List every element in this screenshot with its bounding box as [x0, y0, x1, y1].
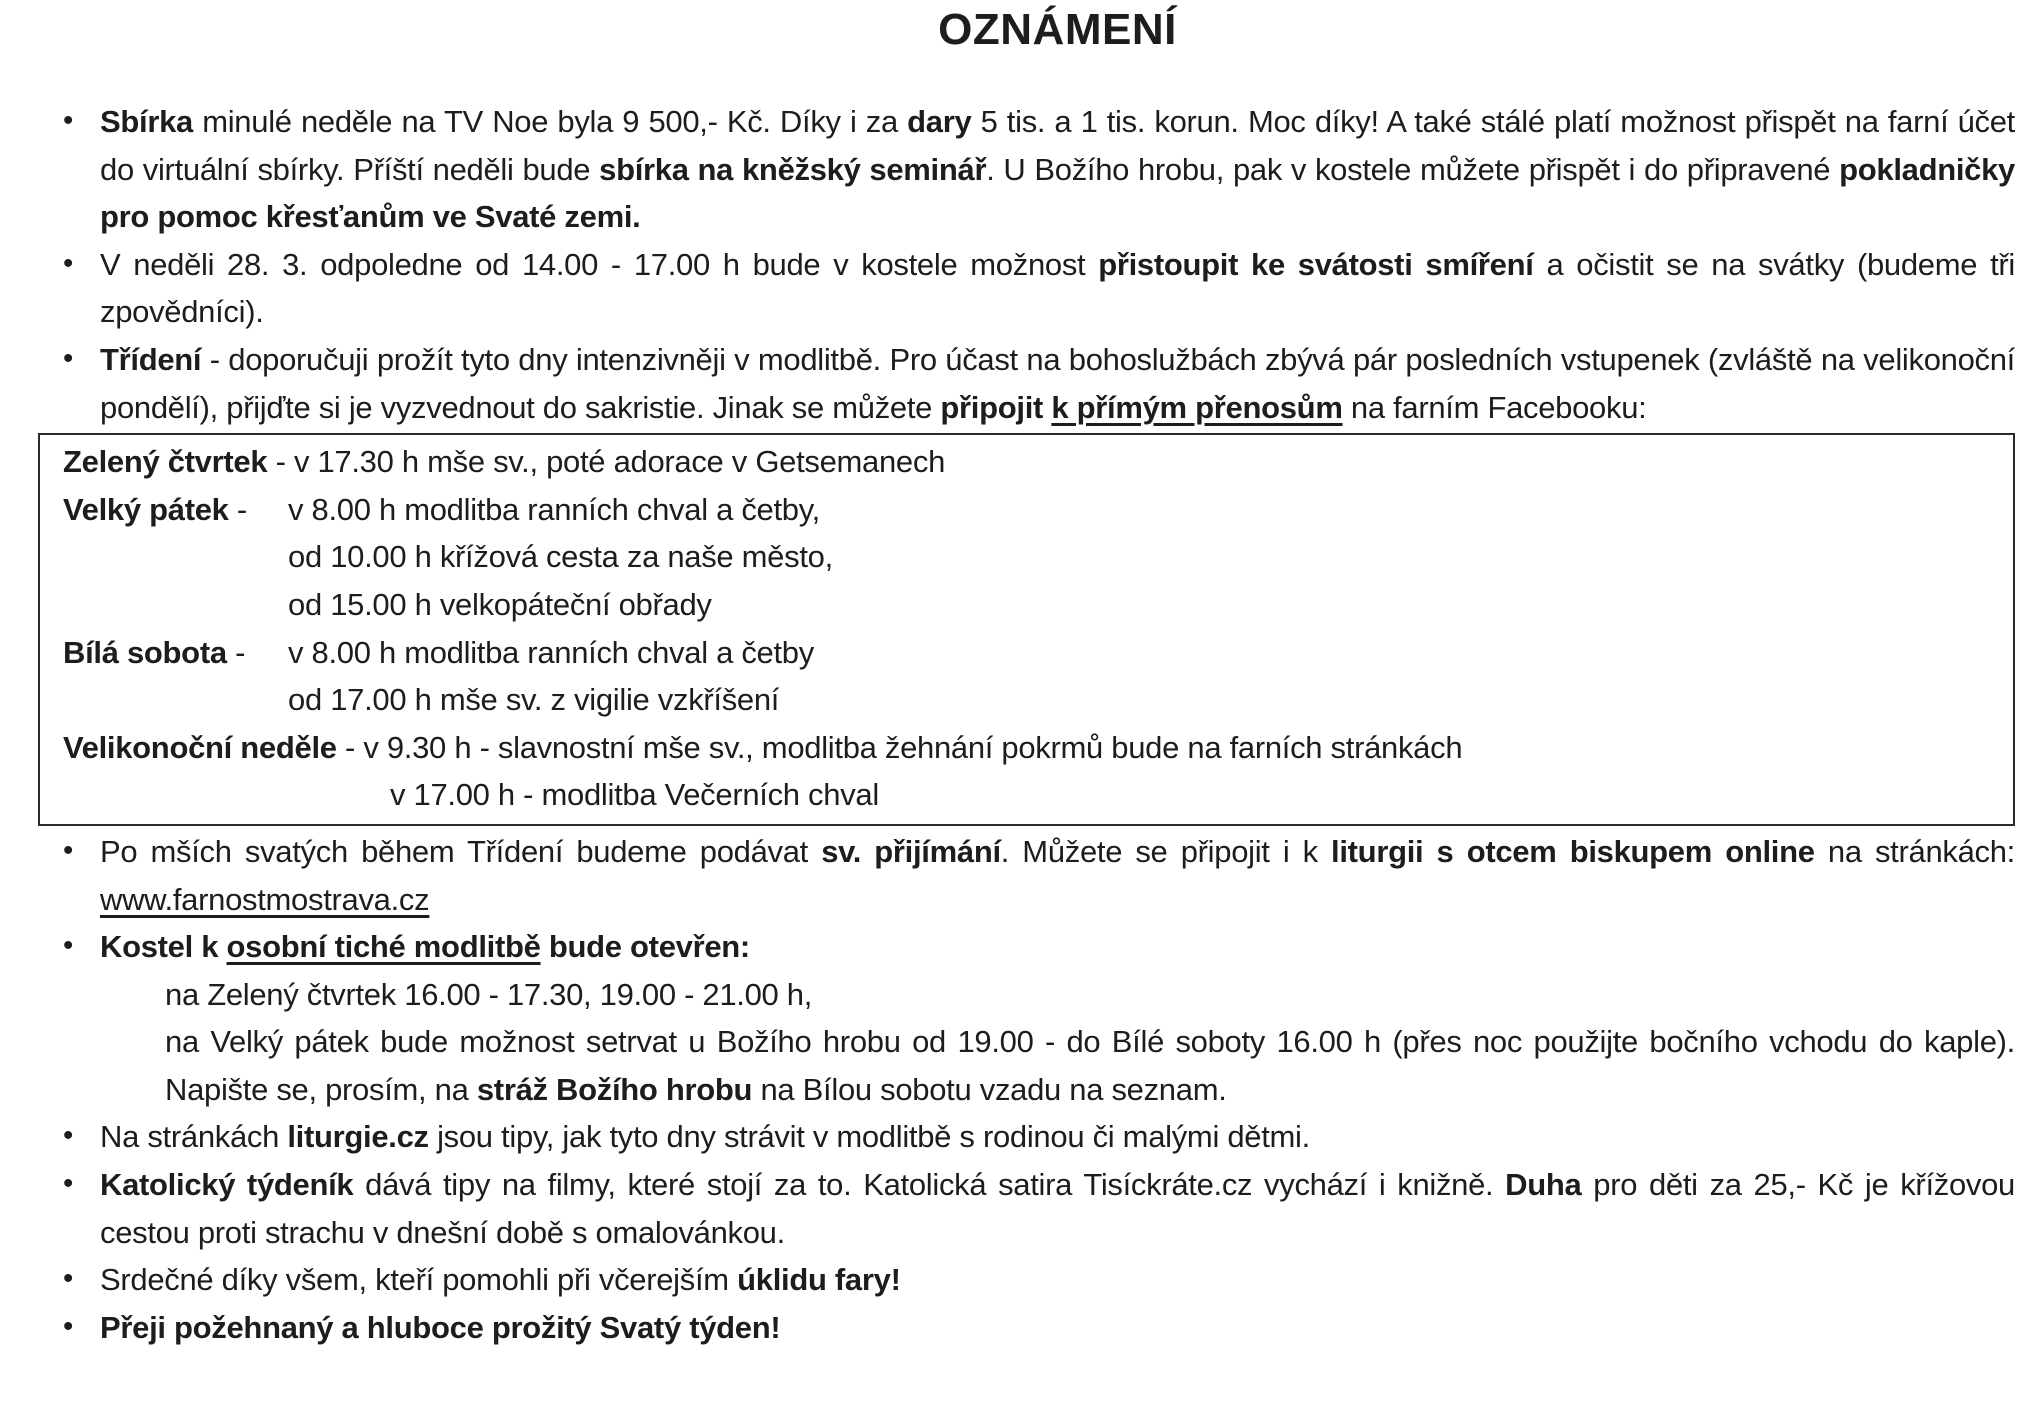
bullet-icon: •	[63, 1119, 74, 1153]
schedule-detail	[288, 629, 1993, 677]
emphasis-text: Přeji požehnaný a hluboce prožitý Svatý týden!	[100, 1309, 781, 1345]
text-run: minulé neděle na TV Noe byla 9 500,- Kč. Díky i za	[192, 104, 908, 139]
list-item	[63, 923, 2015, 1113]
schedule-line	[63, 581, 1993, 629]
sub-line	[165, 971, 2015, 1019]
list-item	[63, 1161, 2015, 1256]
text-run: - v 17.30 h mše sv., poté adorace v Getsemanech	[267, 444, 946, 480]
bullet-icon: •	[63, 104, 74, 137]
emphasis-text: liturgie.cz	[287, 1119, 429, 1155]
schedule-detail	[288, 486, 1993, 534]
text-run: a očistit se na svátky (budeme tři zpovědníci).	[100, 246, 2016, 330]
text-run: dává tipy na filmy, které stojí za to. Katolická satira Tisíckráte.cz vychází i knižně.	[353, 1167, 1506, 1203]
triduum-schedule-box	[38, 433, 2015, 826]
bullet-text	[100, 1304, 2015, 1352]
emphasis-text: sv. přijímání	[821, 833, 1001, 869]
emphasis-text: stráž Božího hrobu	[476, 1071, 753, 1107]
text-run: na Zelený čtvrtek 16.00 - 17.30, 19.00 - 21.00 h,	[165, 976, 813, 1012]
text-run: od 10.00 h křížová cesta za naše město,	[288, 539, 833, 575]
schedule-line	[63, 486, 1993, 534]
schedule-day-label	[63, 629, 288, 677]
text-run: pro děti za 25,- Kč je křížovou cestou proti strachu v dnešní době s omalovánkou.	[100, 1167, 2015, 1250]
text-run: na stránkách:	[1814, 833, 2015, 869]
sub-line	[165, 1018, 2015, 1113]
list-item	[63, 1256, 2015, 1304]
emphasis-text: pokladničky pro pomoc křesťanům ve Svaté zemi.	[100, 151, 2015, 235]
text-run: v 8.00 h modlitba ranních chval a četby,	[288, 491, 820, 527]
text-run: od 15.00 h velkopáteční obřady	[288, 586, 712, 622]
bullet-text	[100, 98, 2015, 241]
emphasis-text: sbírka na kněžský seminář	[599, 151, 987, 187]
emphasis-text: připojit	[940, 389, 1044, 425]
list-item	[63, 1304, 2015, 1352]
text-run: - v 9.30 h - slavnostní mše sv., modlitba žehnání pokrmů bude na farních stránkách	[336, 729, 1463, 765]
bullet-icon: •	[63, 929, 74, 963]
text-run: 5 tis. a 1 tis. korun. Moc díky! A také stálé platí možnost přispět na farní účet do virtuální sbírky. Příští neděli bude	[100, 104, 2015, 187]
text-run: Po mších svatých během Třídení budeme podávat	[100, 833, 822, 869]
list-item	[63, 1113, 2015, 1161]
emphasis-text: k přímým přenosům	[1051, 389, 1343, 425]
bullet-icon: •	[63, 341, 74, 375]
emphasis-text: Bílá sobota	[63, 634, 227, 670]
emphasis-text: osobní tiché modlitbě	[226, 929, 541, 965]
text-run: v 17.00 h - modlitba Večerních chval	[390, 777, 879, 813]
text-run: na Bílou sobotu vzadu na seznam.	[752, 1071, 1227, 1107]
bullet-icon: •	[63, 246, 74, 280]
schedule-line	[63, 676, 1993, 724]
emphasis-text: liturgii s otcem biskupem online	[1331, 833, 1815, 869]
bullet-text	[100, 241, 2015, 336]
announcement-list	[63, 98, 2016, 1351]
emphasis-text: dary	[907, 104, 972, 139]
schedule-line	[63, 771, 1993, 819]
text-run: V neděli 28. 3. odpoledne od 14.00 - 17.00 h bude v kostele možnost	[100, 246, 1099, 282]
schedule-day-label	[63, 486, 288, 534]
page-title: OZNÁMENÍ	[938, 5, 1177, 54]
text-run: od 17.00 h mše sv. z vigilie vzkříšení	[288, 682, 780, 718]
text-run: Na stránkách	[100, 1119, 288, 1155]
link-url[interactable]: www.farnostmostrava.cz	[100, 881, 430, 917]
bullet-text	[100, 1113, 2015, 1161]
bullet-text	[100, 336, 2015, 431]
schedule-line	[63, 438, 1993, 486]
list-item	[63, 98, 2015, 241]
text-run: . Můžete se připojit i k	[1000, 833, 1332, 869]
emphasis-text: Třídení	[100, 341, 202, 377]
emphasis-text: úklidu fary!	[737, 1262, 901, 1298]
text-run: . U Božího hrobu, pak v kostele můžete přispět i do připravené	[986, 151, 1840, 187]
emphasis-text: Velikonoční neděle	[63, 729, 337, 765]
bullet-icon: •	[63, 1309, 74, 1343]
list-item	[63, 336, 2015, 431]
schedule-line	[63, 629, 1993, 677]
emphasis-text: Katolický týdeník	[100, 1167, 354, 1203]
text-run: v 8.00 h modlitba ranních chval a četby	[288, 634, 814, 670]
bullet-text	[100, 1256, 2015, 1304]
emphasis-text: bude otevřen:	[540, 929, 750, 965]
emphasis-text: Zelený čtvrtek	[63, 444, 268, 480]
emphasis-text: Kostel k	[100, 929, 227, 965]
bullet-text	[100, 923, 2015, 971]
text-run: Srdečné díky všem, kteří pomohli při včerejším	[100, 1262, 738, 1298]
text-run: -	[226, 634, 246, 670]
text-run: - doporučuji prožít tyto dny intenzivněji v modlitbě. Pro účast na bohoslužbách zbývá pár posledních vstupenek (zvláště na velikonoční pondělí), přijďte si je vyzvednout do sakristie. Jinak se můžete	[100, 341, 2015, 425]
text-run: na farním Facebooku:	[1342, 389, 1647, 425]
schedule-line	[63, 724, 1993, 772]
text-run: jsou tipy, jak tyto dny strávit v modlitbě s rodinou či malými dětmi.	[428, 1119, 1310, 1155]
bullet-text	[100, 828, 2015, 923]
bullet-text	[100, 1161, 2015, 1256]
emphasis-text: Sbírka	[100, 104, 193, 139]
emphasis-text: Velký pátek	[63, 491, 229, 527]
text-run: na Velký pátek bude možnost setrvat u Božího hrobu od 19.00 - do Bílé soboty 16.00 h (přes noc použijte bočního vchodu do kaple). Napište se, prosím, na	[165, 1024, 2015, 1107]
emphasis-text: Duha	[1505, 1167, 1582, 1203]
list-item	[63, 828, 2015, 923]
bullet-icon: •	[63, 1167, 74, 1201]
text-run: -	[228, 491, 247, 527]
schedule-line	[63, 533, 1993, 581]
bullet-icon: •	[63, 1262, 74, 1296]
bullet-icon: •	[63, 833, 74, 867]
emphasis-text: přistoupit ke svátosti smíření	[1098, 246, 1534, 282]
list-item	[63, 241, 2016, 336]
